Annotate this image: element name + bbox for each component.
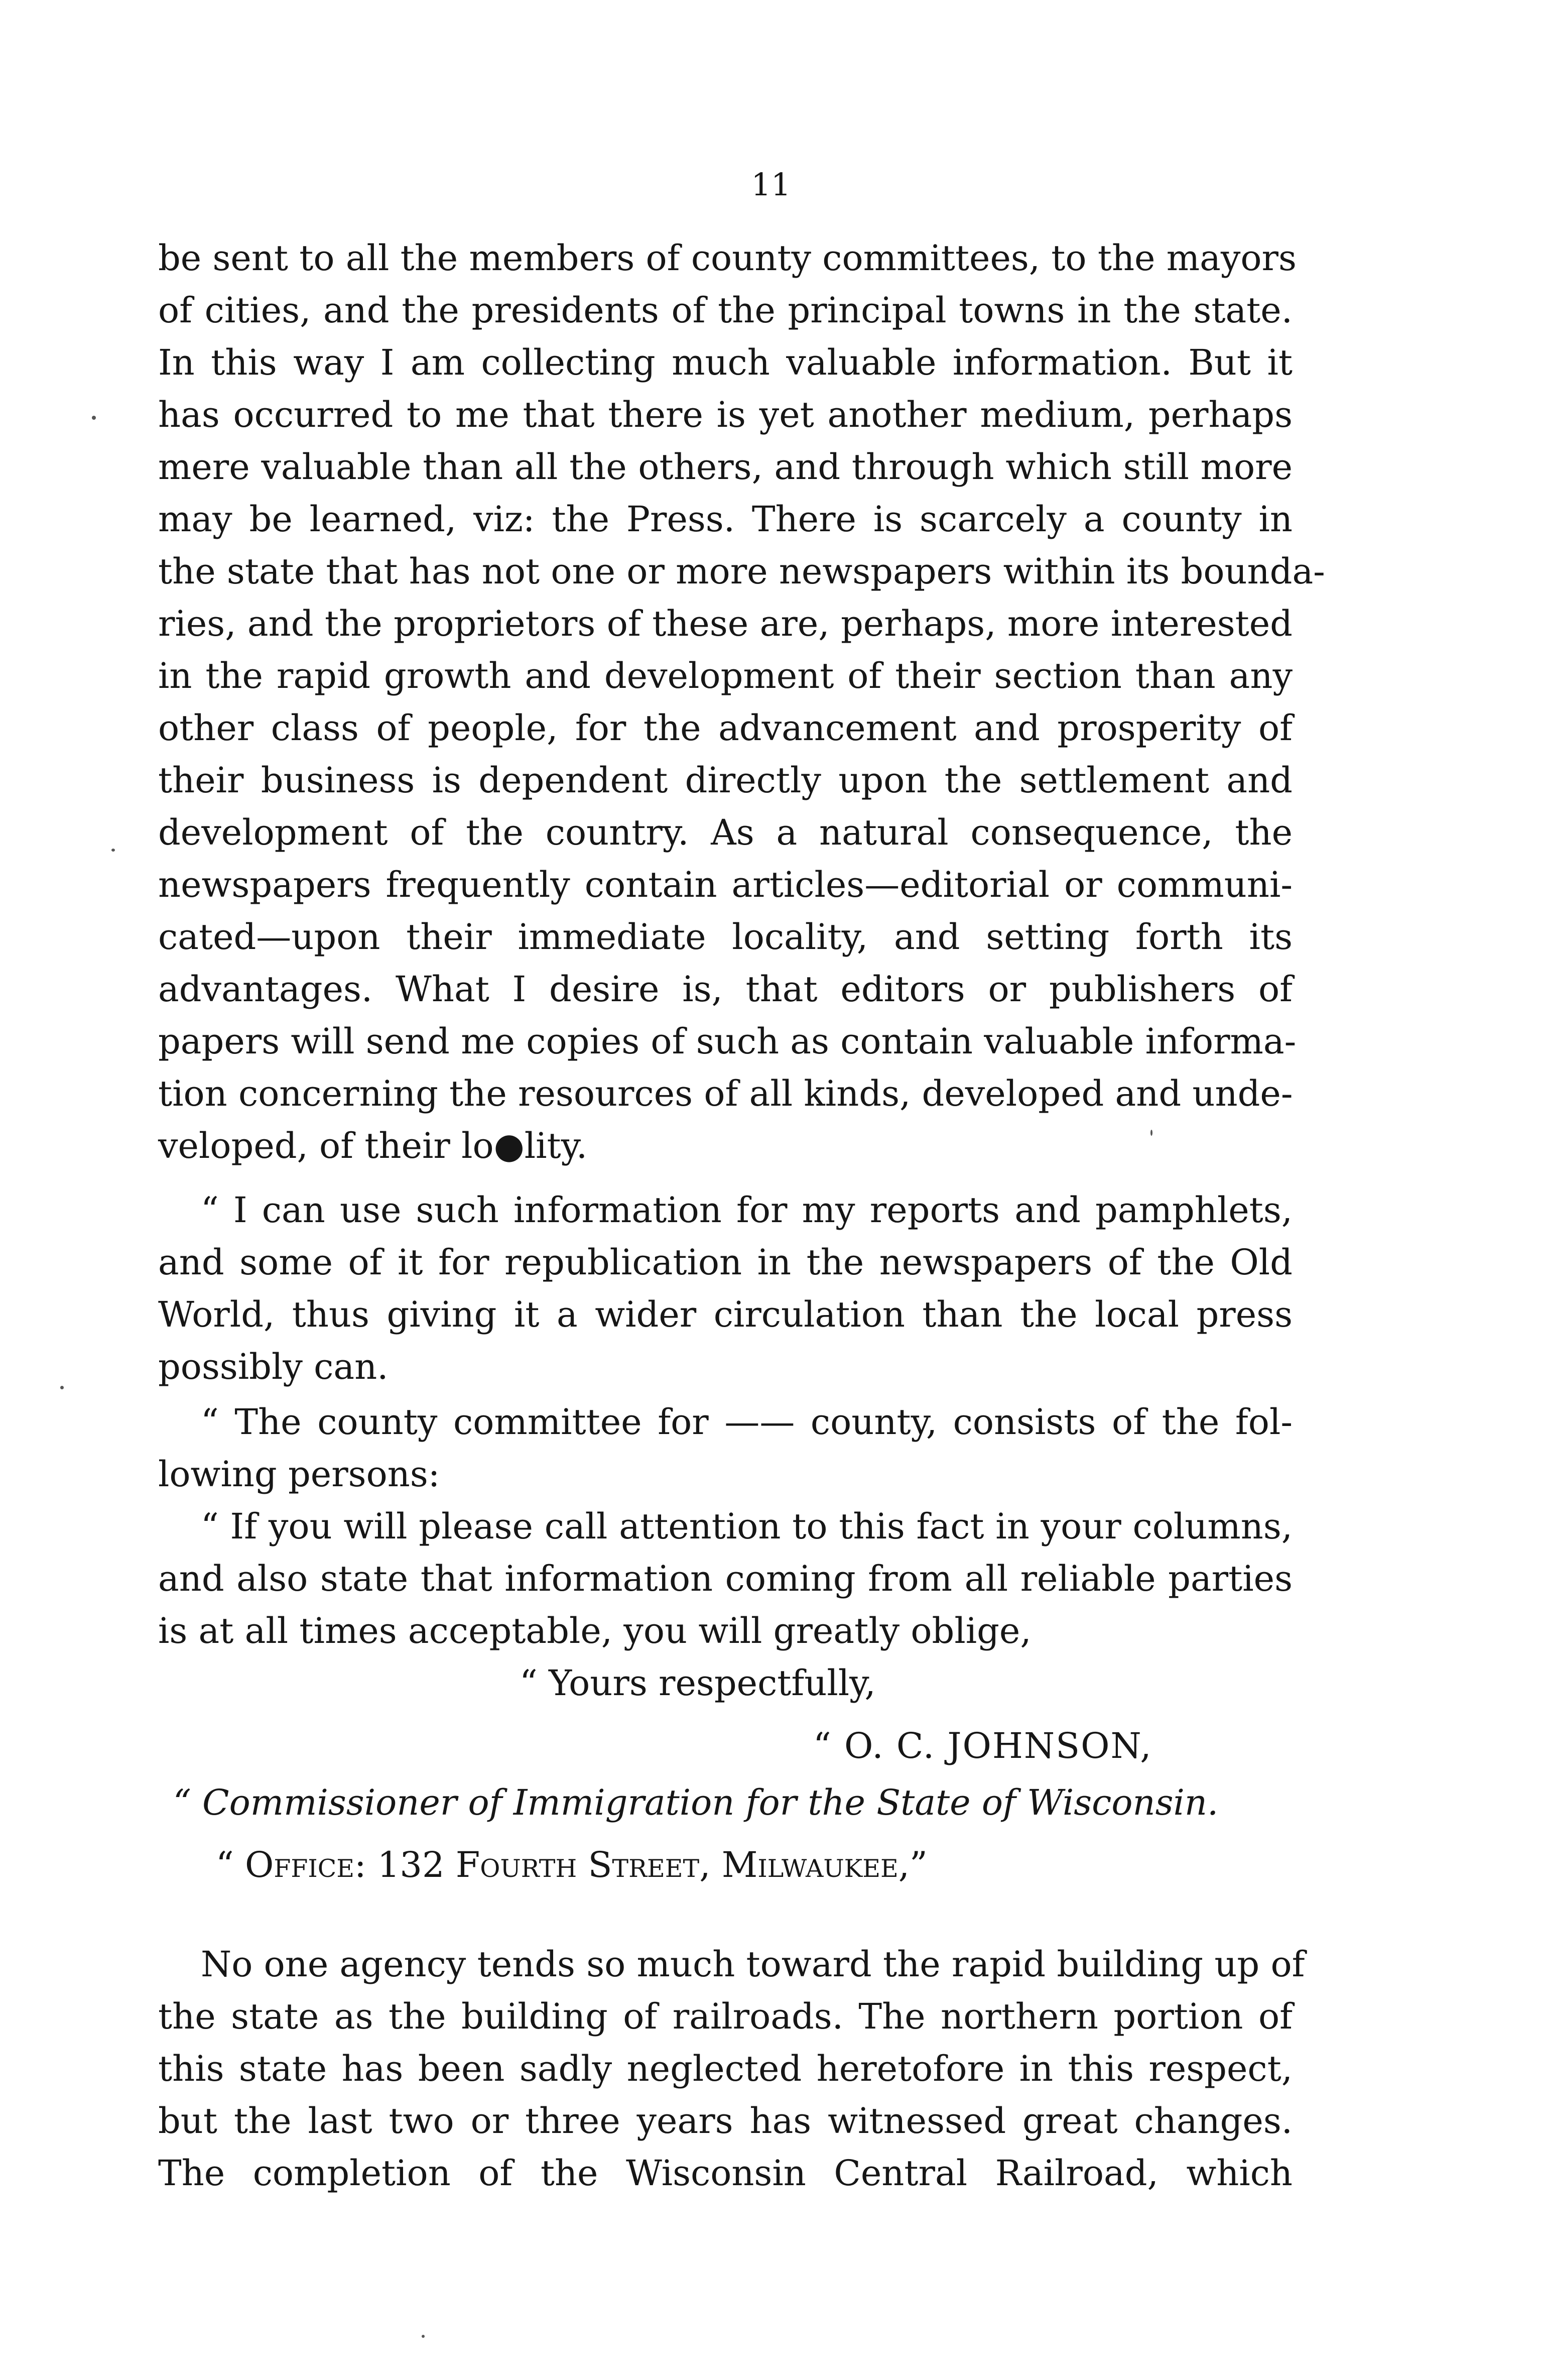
text-line: No one agency tends so much toward the rapid building up of [201, 1944, 1305, 1985]
print-speck [92, 416, 96, 420]
paragraph-request-attention [158, 1500, 1293, 1657]
signatory-title: “ Commissioner of Immigration for the State of Wisconsin. [173, 1782, 1219, 1823]
text-line: has occurred to me that there is yet another medium, perhaps [158, 394, 1293, 435]
text-line: but the last two or three years has witnessed great changes. [158, 2100, 1293, 2141]
signatory-name: “ O. C. JOHNSON, [813, 1725, 1152, 1766]
text-line: ries, and the proprietors of these are, perhaps, more interested [158, 603, 1293, 644]
text-line: the state as the building of railroads. The northern portion of [158, 1996, 1293, 2037]
page-number: 11 [751, 166, 791, 203]
paragraph-county-committee [158, 1396, 1293, 1500]
text-line: cated—upon their immediate locality, and setting forth its [158, 916, 1293, 958]
closing-salutation: “ Yours respectfully, [520, 1662, 876, 1704]
print-speck [60, 1386, 64, 1389]
text-line: and some of it for republication in the newspapers of the Old [158, 1242, 1293, 1283]
text-line: may be learned, viz: the Press. There is scarcely a county in [158, 499, 1293, 540]
print-speck [1150, 1130, 1152, 1136]
text-line: tion concerning the resources of all kinds, developed and unde- [158, 1073, 1293, 1114]
text-line: of cities, and the presidents of the principal towns in the state. [158, 290, 1293, 331]
print-speck [422, 2335, 425, 2338]
text-line: advantages. What I desire is, that editors or publishers of [158, 969, 1293, 1010]
text-line: and also state that information coming from all reliable parties [158, 1558, 1293, 1599]
text-line: the state that has not one or more newspapers within its bounda- [158, 551, 1325, 592]
paragraph-use-of-information [158, 1184, 1293, 1393]
text-line: World, thus giving it a wider circulation than the local press [158, 1294, 1293, 1335]
paragraph-railroads [158, 1938, 1305, 2199]
text-line: in the rapid growth and development of their section than any [158, 655, 1293, 696]
text-line: their business is dependent directly upon the settlement and [158, 760, 1293, 801]
text-line: lowing persons: [158, 1454, 440, 1495]
text-line: newspapers frequently contain articles—editorial or communi- [158, 864, 1293, 905]
print-speck [111, 849, 115, 852]
text-line: “ If you will please call attention to this fact in your columns, [201, 1506, 1293, 1547]
text-line: The completion of the Wisconsin Central Railroad, which [158, 2153, 1293, 2194]
text-line: is at all times acceptable, you will greatly oblige, [158, 1610, 1032, 1651]
text-line: papers will send me copies of such as contain valuable informa- [158, 1021, 1297, 1062]
text-line: be sent to all the members of county committees, to the mayors [158, 237, 1297, 279]
text-line: “ The county committee for —— county, consists of the fol- [201, 1401, 1293, 1443]
paragraph-press-request [158, 232, 1325, 1172]
text-line: this state has been sadly neglected heretofore in this respect, [158, 2048, 1293, 2089]
text-line: mere valuable than all the others, and through which still more [158, 446, 1293, 488]
text-line: other class of people, for the advancement and prosperity of [158, 707, 1293, 749]
text-line: possibly can. [158, 1346, 389, 1387]
text-line: development of the country. As a natural consequence, the [158, 812, 1293, 853]
text-line: In this way I am collecting much valuable information. But it [158, 342, 1293, 383]
office-address: “ Office: 132 Fourth Street, Milwaukee,” [216, 1844, 928, 1885]
text-line: veloped, of their lo●lity. [158, 1125, 588, 1166]
text-line: “ I can use such information for my reports and pamphlets, [201, 1189, 1293, 1231]
